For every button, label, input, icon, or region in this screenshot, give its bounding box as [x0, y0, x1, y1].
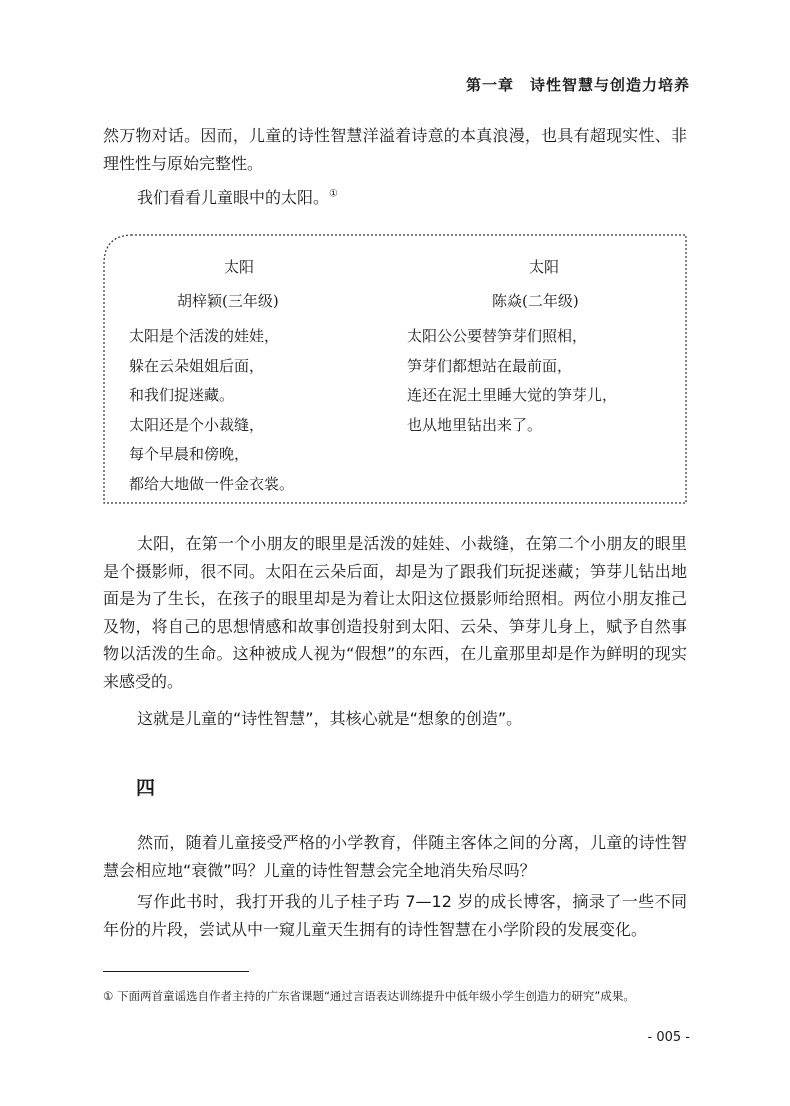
- footnote-rule: [103, 971, 249, 972]
- poem-line: 连还在泥土里睡大觉的笋芽儿，: [407, 386, 618, 405]
- running-header: 第一章 诗性智慧与创造力培养: [465, 76, 690, 94]
- poem-line: 都给大地做一件金衣裳。: [129, 474, 295, 493]
- poem-box: [103, 234, 687, 504]
- paragraph-blog: 写作此书时，我打开我的儿子桂子玙 7—12 岁的成长博客，摘录了一些不同年份的片段，尝试从中一窥儿童天生拥有的诗性智慧在小学阶段的发展变化。: [103, 892, 687, 939]
- section-heading: 四: [136, 777, 156, 799]
- poem-line: 太阳是个活泼的娃娃，: [129, 327, 280, 345]
- page-number: - 005 -: [647, 1030, 690, 1045]
- paragraph-core: 这就是儿童的“诗性智慧”，其核心就是“想象的创造”。: [137, 709, 523, 728]
- poem-left: [129, 254, 409, 500]
- paragraph-analysis: 太阳，在第一个小朋友的眼里是活泼的娃娃、小裁缝，在第二个小朋友的眼里是个摄影师，很不同。太阳在云朵后面，却是为了跟我们玩捉迷藏；笋芽儿钻出地面是为了生长，在孩子的眼里却是为着让太阳这位摄影师给照相。两位小朋友推己及物，将自己的思想情感和故事创造投射到太阳、云朵、笋芽儿身上，赋予自然事物以活泼的生命。这种被成人视为“假想”的东西，在儿童那里却是作为鲜明的现实来感受的。: [103, 534, 687, 691]
- footnote-reference: ①: [329, 188, 338, 200]
- paragraph-question: 然而，随着儿童接受严格的小学教育，伴随主客体之间的分离，儿童的诗性智慧会相应地“衰微”吗？儿童的诗性智慧会完全地消失殆尽吗？: [103, 833, 687, 880]
- poem-line: 和我们捉迷藏。: [129, 386, 235, 405]
- paragraph-intro-sun-text: 我们看看儿童眼中的太阳。: [137, 188, 330, 207]
- poem-line: 太阳还是个小裁缝，: [129, 415, 265, 434]
- paragraph-intro-sun: [103, 184, 687, 212]
- poem-right: [407, 254, 687, 440]
- poem-left-title: 太阳: [224, 258, 255, 276]
- poem-right-author: 陈焱(二年级): [492, 292, 579, 310]
- footnote: ① 下面两首童谣选自作者主持的广东省课题“通过言语表达训练提升中低年级小学生创造力的研究”成果。: [103, 989, 635, 1003]
- poem-line: 太阳公公要替笋芽们照相，: [407, 327, 588, 345]
- paragraph-continued: 然万物对话。因而，儿童的诗性智慧洋溢着诗意的本真浪漫，也具有超现实性、非理性性与原始完整性。: [103, 126, 687, 173]
- poem-right-title: 太阳: [529, 258, 560, 276]
- poem-line: 每个早晨和傍晚，: [129, 445, 250, 464]
- poem-line: 也从地里钻出来了。: [407, 415, 543, 434]
- poem-line: 笋芽们都想站在最前面，: [407, 356, 573, 375]
- poem-left-author: 胡梓颖(三年级): [177, 292, 279, 310]
- poem-line: 躲在云朵姐姐后面，: [129, 356, 265, 375]
